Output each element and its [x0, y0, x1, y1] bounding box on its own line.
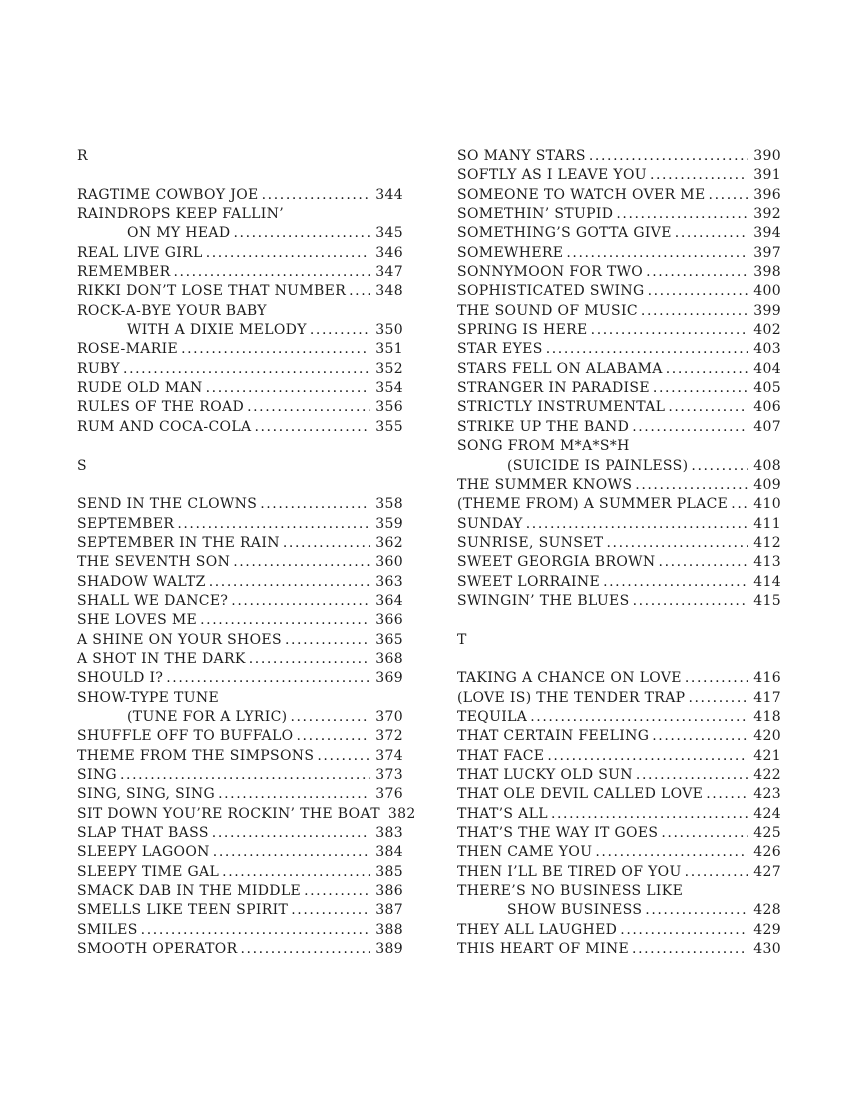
toc-entry-row	[77, 186, 403, 205]
entry-title: STRANGER IN PARADISE	[457, 380, 650, 397]
toc-entry-row	[77, 418, 403, 437]
entry-title: SMACK DAB IN THE MIDDLE	[77, 883, 302, 900]
toc-entry-row	[77, 882, 403, 901]
entry-page-number: 427	[753, 863, 781, 880]
dot-leader	[563, 244, 748, 263]
toc-entry-wrap-row	[77, 224, 403, 243]
entry-title: SWEET GEORGIA BROWN	[457, 554, 656, 571]
entry-title: SO MANY STARS	[457, 148, 586, 164]
entry-title: SWINGIN’ THE BLUES	[457, 592, 630, 609]
dot-leader	[219, 863, 370, 882]
entry-page-number: 366	[375, 612, 403, 629]
entry-page-number: 350	[375, 322, 403, 339]
entry-page-number: 356	[375, 399, 403, 416]
entry-page-number: 386	[375, 883, 403, 900]
entry-page-number: 365	[375, 631, 403, 648]
toc-entry-row	[457, 244, 781, 263]
entry-page-number: 346	[375, 244, 403, 261]
toc-entry-row	[77, 340, 403, 359]
entry-title: STARS FELL ON ALABAMA	[457, 360, 663, 377]
entry-title: RAGTIME COWBOY JOE	[77, 186, 259, 203]
toc-entry-row	[77, 611, 403, 630]
entry-title: THAT CERTAIN FEELING	[457, 728, 650, 745]
entry-page-number: 423	[753, 786, 781, 803]
dot-leader	[282, 631, 370, 650]
dot-leader	[178, 340, 370, 359]
dot-leader	[287, 708, 370, 727]
section-heading: R	[77, 148, 88, 164]
entry-title: THAT FACE	[457, 747, 545, 764]
toc-entry-row	[77, 669, 403, 688]
dot-leader	[257, 495, 370, 514]
entry-page-number: 351	[375, 341, 403, 358]
toc-entry-row	[77, 205, 403, 224]
toc-entry-row	[77, 282, 403, 301]
entry-title: SOPHISTICATED SWING	[457, 283, 645, 300]
dot-leader	[629, 418, 748, 437]
entry-title: SEPTEMBER	[77, 515, 175, 532]
entry-title: RIKKI DON’T LOSE THAT NUMBER	[77, 283, 347, 300]
entry-page-number: 415	[753, 592, 781, 609]
entry-title: SHUFFLE OFF TO BUFFALO	[77, 728, 294, 745]
entry-title: RAINDROPS KEEP FALLIN’	[77, 206, 285, 223]
toc-entry-row	[457, 689, 781, 708]
toc-entry-row	[77, 824, 403, 843]
entry-title: SONNYMOON FOR TWO	[457, 264, 644, 281]
toc-entry-row	[457, 282, 781, 301]
dot-leader	[527, 708, 748, 727]
dot-leader	[682, 669, 748, 688]
toc-entry-row	[77, 805, 416, 824]
entry-page-number: 358	[375, 496, 403, 513]
entry-page-number: 354	[375, 380, 403, 397]
entry-page-number: 421	[753, 747, 781, 764]
entry-page-number: 392	[753, 206, 781, 223]
dot-leader	[206, 573, 371, 592]
toc-entry-row	[457, 534, 781, 553]
dot-leader	[685, 689, 748, 708]
entry-title: THEY ALL LAUGHED	[457, 921, 618, 938]
entry-page-number: 404	[753, 360, 781, 377]
dot-leader	[632, 476, 748, 495]
toc-entry-row	[457, 882, 781, 901]
entry-title: THEME FROM THE SIMPSONS	[77, 747, 315, 764]
dot-leader	[171, 263, 371, 282]
dot-leader	[230, 553, 370, 572]
entry-title: SOFTLY AS I LEAVE YOU	[457, 167, 647, 184]
entry-page-number: 409	[753, 476, 781, 493]
toc-entry-row	[457, 592, 781, 611]
dot-leader	[663, 360, 748, 379]
toc-entry-row	[457, 785, 781, 804]
entry-page-number: 372	[375, 728, 403, 745]
entry-page-number: 429	[753, 921, 781, 938]
entry-title: A SHOT IN THE DARK	[77, 650, 246, 667]
entry-title: TAKING A CHANCE ON LOVE	[457, 670, 682, 687]
entry-title: REAL LIVE GIRL	[77, 244, 203, 261]
toc-entry-row	[77, 495, 403, 514]
dot-leader	[288, 901, 370, 920]
toc-entry-row	[457, 921, 781, 940]
entry-title: REMEMBER	[77, 264, 171, 281]
dot-leader	[294, 727, 371, 746]
toc-entry-row	[457, 263, 781, 282]
dot-leader	[174, 515, 370, 534]
dot-leader	[600, 573, 748, 592]
entry-page-number: 417	[753, 689, 781, 706]
entry-page-number: 414	[753, 573, 781, 590]
toc-entry-row	[457, 437, 781, 456]
entry-title: (THEME FROM) A SUMMER PLACE	[457, 496, 729, 513]
dot-leader	[649, 727, 748, 746]
entry-title: SIT DOWN YOU’RE ROCKIN’ THE BOAT	[77, 805, 380, 822]
dot-leader	[280, 534, 370, 553]
entry-page-number: 403	[753, 341, 781, 358]
toc-entry-row	[77, 379, 403, 398]
entry-title-continuation: SHOW BUSINESS	[507, 902, 643, 919]
entry-title: THERE’S NO BUSINESS LIKE	[457, 883, 684, 900]
entry-title: THE SUMMER KNOWS	[457, 476, 633, 493]
entry-page-number: 399	[753, 302, 781, 319]
entry-page-number: 394	[753, 225, 781, 242]
entry-title-continuation: ON MY HEAD	[127, 225, 231, 242]
entry-title: THAT OLE DEVIL CALLED LOVE	[457, 786, 704, 803]
entry-title: SLEEPY TIME GAL	[77, 863, 220, 880]
toc-entry-row	[77, 843, 403, 862]
toc-entry-row	[457, 863, 781, 882]
entry-page-number: 413	[753, 554, 781, 571]
dot-leader	[244, 398, 370, 417]
dot-leader	[706, 186, 749, 205]
dot-leader	[210, 843, 370, 862]
toc-entry-row	[457, 824, 781, 843]
entry-title: SING, SING, SING	[77, 786, 216, 803]
entry-title: THAT’S ALL	[457, 805, 548, 822]
toc-entry-row	[77, 650, 403, 669]
entry-title: THEN CAME YOU	[457, 844, 593, 861]
toc-entry-row	[77, 515, 403, 534]
toc-entry-row	[77, 940, 403, 959]
toc-entry-row	[457, 340, 781, 359]
dot-leader	[592, 843, 748, 862]
entry-page-number: 385	[375, 863, 403, 880]
toc-entry-row	[457, 669, 781, 688]
dot-leader	[259, 186, 371, 205]
entry-page-number: 344	[375, 186, 403, 203]
toc-entry-row	[457, 205, 781, 224]
dot-leader	[543, 340, 749, 359]
toc-entry-row	[457, 360, 781, 379]
dot-leader	[588, 321, 749, 340]
dot-leader	[215, 785, 370, 804]
dot-leader	[163, 669, 370, 688]
entry-page-number: 391	[753, 167, 781, 184]
entry-title-continuation: (TUNE FOR A LYRIC)	[127, 708, 288, 725]
toc-entry-row	[457, 766, 781, 785]
toc-entry-row	[457, 495, 781, 514]
entry-page-number: 352	[375, 360, 403, 377]
entry-page-number: 426	[753, 844, 781, 861]
dot-leader	[544, 747, 748, 766]
dot-leader	[307, 321, 370, 340]
dot-leader	[586, 147, 748, 166]
toc-entry-row	[457, 147, 781, 166]
entry-page-number: 405	[753, 380, 781, 397]
entry-title: SPRING IS HERE	[457, 322, 588, 339]
entry-page-number: 411	[753, 515, 781, 532]
entry-page-number: 430	[753, 941, 781, 958]
dot-leader	[209, 824, 370, 843]
toc-entry-row	[77, 766, 403, 785]
toc-entry-wrap-row	[457, 457, 781, 476]
toc-entry-row	[77, 302, 403, 321]
dot-leader	[197, 611, 370, 630]
dot-leader	[548, 805, 748, 824]
entry-page-number: 373	[375, 767, 403, 783]
entry-title: SEPTEMBER IN THE RAIN	[77, 534, 280, 551]
entry-page-number: 422	[753, 767, 781, 783]
dot-leader	[672, 224, 748, 243]
entry-page-number: 360	[375, 554, 403, 571]
entry-title: SING	[77, 767, 117, 783]
entry-page-number: 369	[375, 670, 403, 687]
entry-page-number: 364	[375, 592, 403, 609]
toc-entry-row	[457, 843, 781, 862]
entry-title: STRIKE UP THE BAND	[457, 418, 630, 435]
entry-page-number: 388	[375, 921, 403, 938]
entry-page-number: 425	[753, 825, 781, 842]
toc-entry-row	[457, 940, 781, 959]
entry-page-number: 345	[375, 225, 403, 242]
section-heading: S	[77, 457, 87, 474]
toc-entry-row	[457, 805, 781, 824]
dot-leader	[246, 650, 371, 669]
dot-leader	[656, 553, 749, 572]
toc-entry-wrap-row	[77, 321, 403, 340]
entry-page-number: 397	[753, 244, 781, 261]
entry-page-number: 406	[753, 399, 781, 416]
entry-title: TEQUILA	[457, 708, 528, 725]
dot-leader	[603, 534, 748, 553]
entry-title: (LOVE IS) THE TENDER TRAP	[457, 689, 686, 706]
dot-leader	[665, 398, 748, 417]
dot-leader	[314, 747, 370, 766]
entry-page-number: 398	[753, 264, 781, 281]
toc-entry-row	[457, 476, 781, 495]
dot-leader	[658, 824, 748, 843]
entry-title: SMELLS LIKE TEEN SPIRIT	[77, 902, 289, 919]
toc-entry-row	[77, 263, 403, 282]
entry-title: SOMEONE TO WATCH OVER ME	[457, 186, 706, 203]
dot-leader	[650, 379, 748, 398]
toc-entry-row	[457, 398, 781, 417]
entry-page-number: 384	[375, 844, 403, 861]
entry-page-number: 408	[753, 457, 781, 474]
dot-leader	[728, 495, 748, 514]
entry-title: SMOOTH OPERATOR	[77, 941, 238, 958]
dot-leader	[301, 882, 370, 901]
dot-leader	[117, 766, 370, 785]
entry-page-number: 420	[753, 728, 781, 745]
entry-title: SHOW-TYPE TUNE	[77, 689, 220, 706]
toc-entry-row	[457, 224, 781, 243]
entry-page-number: 383	[375, 825, 403, 842]
entry-page-number: 400	[753, 283, 781, 300]
entry-title: A SHINE ON YOUR SHOES	[77, 631, 282, 648]
entry-page-number: 374	[375, 747, 403, 764]
dot-leader	[703, 785, 748, 804]
entry-title: SOMEWHERE	[457, 244, 564, 261]
dot-leader	[228, 592, 370, 611]
entry-page-number: 387	[375, 902, 403, 919]
toc-entry-row	[457, 573, 781, 592]
dot-leader	[613, 205, 748, 224]
entry-page-number: 410	[753, 496, 781, 513]
entry-page-number: 428	[753, 902, 781, 919]
entry-title: SOMETHING’S GOTTA GIVE	[457, 225, 672, 242]
entry-title: SHOULD I?	[77, 670, 164, 687]
entry-title-continuation: WITH A DIXIE MELODY	[127, 322, 307, 339]
dot-leader	[642, 901, 748, 920]
dot-leader	[523, 515, 748, 534]
toc-entry-row	[77, 921, 403, 940]
entry-title: SMILES	[77, 921, 138, 938]
entry-title: SUNRISE, SUNSET	[457, 534, 604, 551]
dot-leader	[120, 360, 370, 379]
toc-entry-row	[77, 573, 403, 592]
entry-title: THIS HEART OF MINE	[457, 941, 630, 958]
dot-leader	[230, 224, 370, 243]
dot-leader	[647, 166, 748, 185]
toc-entry-row	[457, 515, 781, 534]
entry-title: SEND IN THE CLOWNS	[77, 496, 258, 513]
entry-title: SHE LOVES ME	[77, 612, 198, 629]
entry-page-number: 424	[753, 805, 781, 822]
toc-entry-row	[457, 418, 781, 437]
entry-title: STRICTLY INSTRUMENTAL	[457, 399, 666, 416]
entry-title: THAT LUCKY OLD SUN	[457, 767, 633, 783]
dot-leader	[682, 863, 749, 882]
dot-leader	[238, 940, 371, 959]
toc-entry-row	[457, 727, 781, 746]
toc-entry-row	[77, 244, 403, 263]
entry-title: STAR EYES	[457, 341, 543, 358]
entry-page-number: 355	[375, 418, 403, 435]
dot-leader	[138, 921, 371, 940]
toc-entry-row	[77, 785, 403, 804]
dot-leader	[633, 766, 748, 785]
toc-entry-row	[77, 360, 403, 379]
entry-page-number: 396	[753, 186, 781, 203]
entry-title: THE SOUND OF MUSIC	[457, 302, 638, 319]
entry-title: THAT’S THE WAY IT GOES	[457, 825, 659, 842]
entry-page-number: 376	[375, 786, 403, 803]
entry-title: SHADOW WALTZ	[77, 573, 206, 590]
dot-leader	[645, 282, 749, 301]
toc-entry-row	[77, 863, 403, 882]
entry-page-number: 359	[375, 515, 403, 532]
toc-entry-row	[457, 747, 781, 766]
toc-entry-row	[457, 708, 781, 727]
entry-title: SONG FROM M*A*S*H	[457, 438, 630, 455]
dot-leader	[638, 302, 748, 321]
entry-title: THE SEVENTH SON	[77, 554, 231, 571]
entry-page-number: 418	[753, 708, 781, 725]
toc-entry-row	[77, 747, 403, 766]
entry-page-number: 368	[375, 650, 403, 667]
entry-page-number: 362	[375, 534, 403, 551]
dot-leader	[346, 282, 370, 301]
toc-entry-row	[77, 631, 403, 650]
entry-title: SWEET LORRAINE	[457, 573, 601, 590]
dot-leader	[617, 921, 748, 940]
dot-leader	[203, 379, 371, 398]
toc-entry-row	[457, 186, 781, 205]
toc-entry-row	[77, 592, 403, 611]
entry-title: SOMETHIN’ STUPID	[457, 206, 614, 223]
dot-leader	[629, 940, 748, 959]
entry-page-number: 389	[375, 941, 403, 958]
dot-leader	[251, 418, 370, 437]
entry-title: SLEEPY LAGOON	[77, 844, 210, 861]
entry-title: SUNDAY	[457, 515, 523, 532]
entry-page-number: 402	[753, 322, 781, 339]
toc-entry-row	[457, 553, 781, 572]
toc-entry-row	[77, 901, 403, 920]
toc-entry-row	[457, 302, 781, 321]
entry-title: SHALL WE DANCE?	[77, 592, 229, 609]
index-column-right	[457, 147, 781, 959]
dot-leader	[630, 592, 749, 611]
entry-page-number: 370	[375, 708, 403, 725]
entry-title: RUBY	[77, 360, 121, 377]
toc-entry-row	[77, 534, 403, 553]
entry-page-number: 347	[375, 264, 403, 281]
toc-entry-row	[77, 398, 403, 417]
section-heading: T	[457, 631, 467, 648]
entry-title: SLAP THAT BASS	[77, 825, 209, 842]
toc-entry-row	[457, 379, 781, 398]
toc-entry-wrap-row	[457, 901, 781, 920]
entry-page-number: 382	[387, 805, 416, 822]
toc-entry-wrap-row	[77, 708, 403, 727]
toc-entry-row	[77, 553, 403, 572]
entry-page-number: 416	[753, 670, 781, 687]
dot-leader	[203, 244, 371, 263]
entry-title: ROSE-MARIE	[77, 341, 179, 358]
entry-page-number: 363	[375, 573, 403, 590]
entry-title: ROCK-A-BYE YOUR BABY	[77, 302, 267, 319]
entry-page-number: 412	[753, 534, 781, 551]
index-column-left	[77, 147, 416, 959]
entry-page-number: 390	[753, 148, 781, 164]
entry-page-number: 407	[753, 418, 781, 435]
entry-title: RUDE OLD MAN	[77, 380, 203, 397]
dot-leader	[688, 457, 748, 476]
entry-page-number: 348	[375, 283, 403, 300]
toc-entry-row	[77, 727, 403, 746]
dot-leader	[643, 263, 748, 282]
entry-title-continuation: (SUICIDE IS PAINLESS)	[507, 457, 689, 474]
entry-title: RUM AND COCA-COLA	[77, 418, 252, 435]
entry-title: THEN I’LL BE TIRED OF YOU	[457, 863, 682, 880]
toc-entry-row	[77, 689, 403, 708]
toc-entry-row	[457, 321, 781, 340]
entry-title: RULES OF THE ROAD	[77, 399, 245, 416]
toc-entry-row	[457, 166, 781, 185]
